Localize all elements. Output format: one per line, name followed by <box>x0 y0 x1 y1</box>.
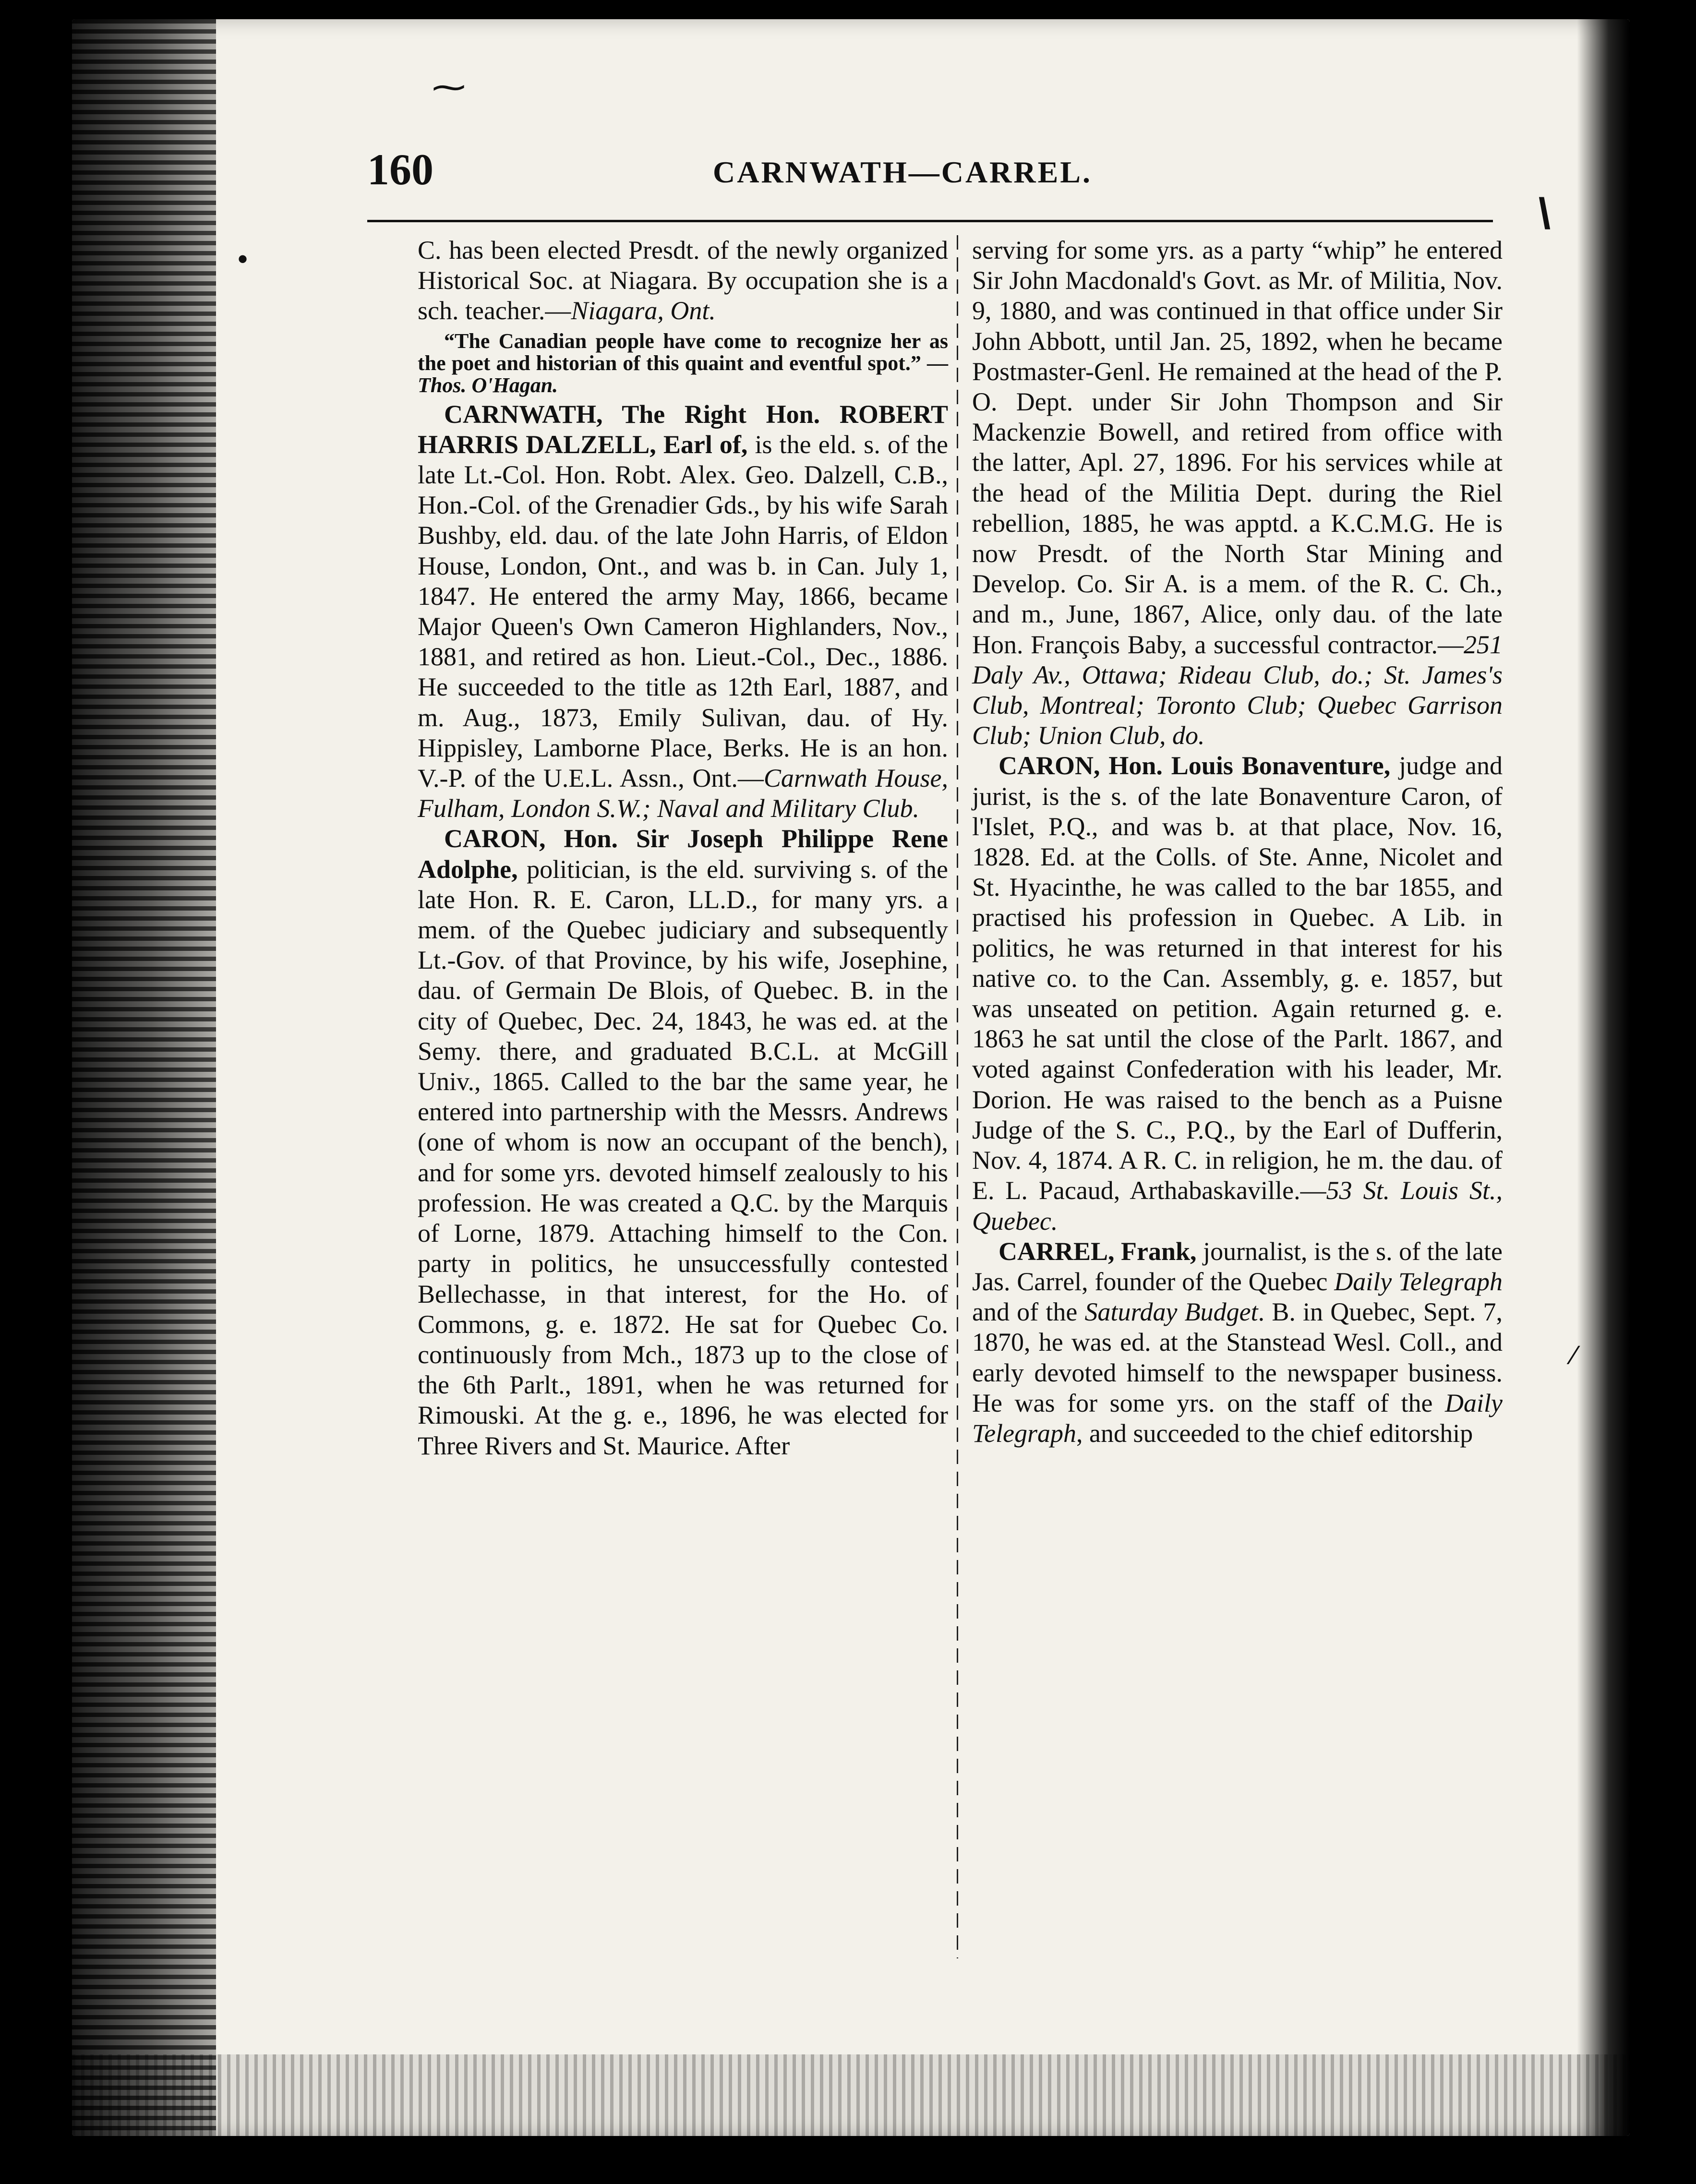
continued-entry-address: Niagara, Ont. <box>571 296 716 325</box>
entry-carrel-newspaper-2: Saturday Budget <box>1084 1297 1258 1327</box>
left-column <box>418 235 948 1461</box>
entry-caron-joseph-name: CARON, Hon. Sir Joseph Philippe Rene Adolphe, <box>418 824 948 884</box>
scan-speck: • <box>238 243 248 275</box>
page-header <box>367 144 1493 202</box>
entry-carrel <box>972 1236 1503 1449</box>
quotation-text: “The Canadian people have come to recognize her as the poet and historian of this quaint and eventful spot.” — <box>418 329 948 375</box>
scan-speck: ⁄ <box>1572 1340 1577 1370</box>
entry-caron-joseph <box>418 824 948 1461</box>
bottom-edge-shadow <box>72 2054 1630 2136</box>
entry-carrel-newspaper-1: Daily Telegraph <box>1334 1267 1503 1296</box>
entry-caron-louis-address: 53 St. Louis St., Quebec. <box>972 1176 1503 1236</box>
entry-caron-louis <box>972 751 1503 1236</box>
continued-entry <box>418 235 948 326</box>
entry-caron-joseph-text: politician, is the eld. surviving s. of the late Hon. R. E. Caron, LL.D., for many yrs. a mem. of the Quebec judiciary and subsequently Lt.-Gov. of that Province, by his wife, Josephine, dau. of Germain De Blois, of Quebec. B. in the city of Quebec, Dec. 24, 1843, he was ed. at the Semy. there, and graduated B.C.L. at McGill Univ., 1865. Called to the bar the same year, he entered into partnership with the Messrs. Andrews (one of whom is now an occupant of the bench), and for some yrs. devoted himself zealously to his profession. He was created a Q.C. by the Marquis of Lorne, 1879. Attaching himself to the Con. party in politics, he unsuccessfully contested Bellechasse, in that interest, for the Ho. of Commons, g. e. 1872. He sat for Quebec Co. continuously from Mch., 1873 up to the close of the 6th Parlt., 1891, when he was returned for Rimouski. At the g. e., 1896, he was elected for Three Rivers and St. Maurice. After <box>418 854 948 1460</box>
right-column <box>972 235 1503 1449</box>
entry-caron-louis-name: CARON, Hon. Louis Bonaventure, <box>998 751 1391 780</box>
entry-carrel-newspaper-3: Daily Telegraph <box>972 1388 1503 1448</box>
entry-carrel-text-4: , and succeeded to the chief editorship <box>1076 1418 1473 1448</box>
entry-carnwath-name: CARNWATH, The Right Hon. ROBERT HARRIS DALZELL, Earl of, <box>418 399 948 459</box>
right-edge-shadow <box>1577 19 1630 2136</box>
entry-carrel-text-2: and of the <box>972 1297 1085 1327</box>
header-rule <box>367 220 1493 222</box>
entry-carnwath-text: is the eld. s. of the late Lt.-Col. Hon. Robt. Alex. Geo. Dalzell, C.B., Hon.-Col. of the Grenadier Gds., by his wife Sarah Bushby, eld. dau. of the late John Harris, of Eldon House, London, Ont., and was b. in Can. July 1, 1847. He entered the army May, 1866, became Major Queen's Own Cameron Highlanders, Nov., 1881, and retired as hon. Lieut.-Col., Dec., 1886. He succeeded to the title as 12th Earl, 1887, and m. Aug., 1873, Emily Sulivan, dau. of Hy. Hippisley, Lamborne Place, Berks. He is an hon. V.-P. of the U.E.L. Assn., Ont.— <box>418 430 948 793</box>
entry-caron-joseph-continued-text: serving for some yrs. as a party “whip” he entered Sir John Macdonald's Govt. as Mr. of Militia, Nov. 9, 1880, and was continued in that office under Sir John Abbott, until Jan. 25, 1892, when he became Postmaster-Genl. He remained at the head of the P. O. Dept. under Sir John Thompson and Sir Mackenzie Bowell, and retired from office with the latter, Apl. 27, 1896. For his services while at the head of the Militia Dept. during the Riel rebellion, 1885, he was apptd. a K.C.M.G. He is now Presdt. of the North Star Mining and Develop. Co. Sir A. is a mem. of the R. C. Ch., and m., June, 1867, Alice, only dau. of the late Hon. François Baby, a successful contractor.— <box>972 236 1503 659</box>
entry-carrel-text-1: journalist, is the s. of the late Jas. Carrel, founder of the Quebec <box>972 1236 1503 1296</box>
entry-carrel-text-3: . B. in Quebec, Sept. 7, 1870, he was ed. at the Stanstead Wesl. Coll., and early devoted himself to the newspaper business. He was for some yrs. on the staff of the <box>972 1297 1503 1417</box>
entry-carnwath <box>418 399 948 824</box>
running-head: CARNWATH—CARREL. <box>713 155 1092 189</box>
column-divider <box>957 235 958 1958</box>
quotation <box>418 330 948 396</box>
entry-caron-joseph-address: 251 Daly Av., Ottawa; Rideau Club, do.; St. James's Club, Montreal; Toronto Club; Quebec Garrison Club; Union Club, do. <box>972 630 1503 750</box>
page-number: 160 <box>367 145 433 194</box>
entry-carrel-name: CARREL, Frank, <box>998 1236 1197 1266</box>
continued-entry-text: C. has been elected Presdt. of the newly organized Historical Soc. at Niagara. By occupation she is a sch. teacher.— <box>418 236 948 325</box>
entry-carnwath-address: Carnwath House, Fulham, London S.W.; Naval and Military Club. <box>418 764 948 823</box>
scan-speck: \ <box>1539 190 1551 238</box>
binding-shadow <box>72 19 216 2136</box>
scan-speck: ⁓ <box>432 68 466 106</box>
entry-caron-joseph-continued <box>972 235 1503 751</box>
quotation-author: Thos. O'Hagan. <box>418 373 558 397</box>
entry-caron-louis-text: judge and jurist, is the s. of the late Bonaventure Caron, of l'Islet, P.Q., and was b. at that place, Nov. 16, 1828. Ed. at the Colls. of Ste. Anne, Nicolet and St. Hyacinthe, he was called to the bar 1855, and practised his profession in Quebec. A Lib. in politics, he was returned in that interest for his native co. to the Can. Assembly, g. e. 1857, but was unseated on petition. Again returned g. e. 1863 he sat until the close of the Parlt. 1867, and voted against Confederation with his leader, Mr. Dorion. He was raised to the bench as a Puisne Judge of the S. C., P.Q., by the Earl of Dufferin, Nov. 4, 1874. A R. C. in religion, he m. the dau. of E. L. Pacaud, Arthabaskaville.— <box>972 751 1503 1205</box>
